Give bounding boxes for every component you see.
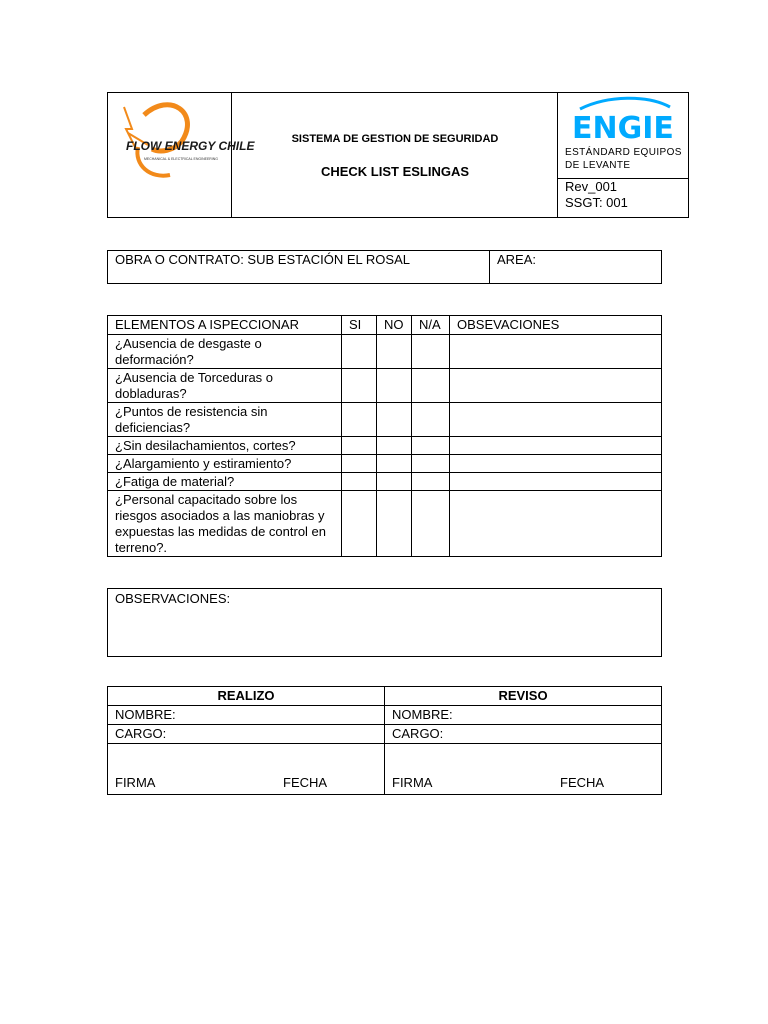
- no-checkbox[interactable]: [377, 473, 412, 491]
- system-title: SISTEMA DE GESTION DE SEGURIDAD: [291, 133, 499, 145]
- table-row: [108, 437, 662, 455]
- company-logo-cell: [108, 93, 255, 217]
- brand-cell: [558, 93, 688, 179]
- firma-label: FIRMA: [392, 775, 433, 790]
- na-checkbox[interactable]: [412, 335, 450, 369]
- realizo-heading: REALIZO: [108, 687, 385, 706]
- si-checkbox[interactable]: [342, 369, 377, 403]
- contract-table: [107, 250, 662, 284]
- column-header-na: N/A: [412, 316, 450, 335]
- column-header-si: SI: [342, 316, 377, 335]
- si-checkbox[interactable]: [342, 437, 377, 455]
- realizo-nombre-field[interactable]: [108, 706, 385, 725]
- no-checkbox[interactable]: [377, 403, 412, 437]
- ssgt-number: SSGT: 001: [565, 195, 628, 210]
- fecha-label: FECHA: [283, 775, 328, 790]
- cargo-label: CARGO:: [392, 726, 444, 741]
- realizo-firma-field[interactable]: [108, 744, 385, 795]
- table-row: [108, 403, 662, 437]
- si-checkbox[interactable]: [342, 491, 377, 557]
- reviso-heading: REVISO: [385, 687, 662, 706]
- obra-field[interactable]: [108, 251, 490, 284]
- logo-text: FLOW ENERGY CHILE: [126, 139, 255, 153]
- table-row: [108, 473, 662, 491]
- document-header: [107, 92, 689, 218]
- na-checkbox[interactable]: [412, 437, 450, 455]
- si-checkbox[interactable]: [342, 455, 377, 473]
- na-checkbox[interactable]: [412, 369, 450, 403]
- observations-table: [107, 588, 662, 657]
- item-label: ¿Sin desilachamientos, cortes?: [108, 437, 342, 455]
- table-row: [108, 369, 662, 403]
- observation-cell[interactable]: [450, 473, 662, 491]
- observations-field[interactable]: [108, 589, 662, 657]
- column-header-elementos: ELEMENTOS A ISPECCIONAR: [108, 316, 342, 335]
- brand-name: ENGIE: [572, 111, 674, 146]
- checklist-title: CHECK LIST ESLINGAS: [320, 164, 470, 179]
- observations-label: OBSERVACIONES:: [115, 591, 231, 606]
- nombre-label: NOMBRE:: [115, 707, 176, 722]
- table-header-row: [108, 316, 662, 335]
- engie-arc-icon: [558, 93, 688, 113]
- no-checkbox[interactable]: [377, 369, 412, 403]
- reviso-cargo-field[interactable]: [385, 725, 662, 744]
- item-label: ¿Puntos de resistencia sin deficiencias?: [108, 403, 342, 437]
- item-label: ¿Personal capacitado sobre los riesgos asociados a las maniobras y expuestas las medidas de control en terreno?.: [108, 491, 342, 557]
- table-row: [108, 455, 662, 473]
- si-checkbox[interactable]: [342, 335, 377, 369]
- realizo-cargo-field[interactable]: [108, 725, 385, 744]
- item-label: ¿Fatiga de material?: [108, 473, 342, 491]
- item-label: ¿Alargamiento y estiramiento?: [108, 455, 342, 473]
- no-checkbox[interactable]: [377, 437, 412, 455]
- observation-cell[interactable]: [450, 369, 662, 403]
- obra-label: OBRA O CONTRATO: SUB ESTACIÓN EL ROSAL: [115, 252, 410, 267]
- nombre-label: NOMBRE:: [392, 707, 453, 722]
- cargo-label: CARGO:: [115, 726, 167, 741]
- na-checkbox[interactable]: [412, 491, 450, 557]
- table-row: [108, 491, 662, 557]
- firma-label: FIRMA: [115, 775, 156, 790]
- revision-cell: [558, 179, 688, 217]
- si-checkbox[interactable]: [342, 403, 377, 437]
- revision-number: Rev_001: [565, 179, 618, 194]
- flow-energy-logo: [108, 93, 255, 217]
- title-cell: [232, 93, 558, 217]
- item-label: ¿Ausencia de desgaste o deformación?: [108, 335, 342, 369]
- column-header-observaciones: OBSEVACIONES: [450, 316, 662, 335]
- area-field[interactable]: [490, 251, 662, 284]
- reviso-nombre-field[interactable]: [385, 706, 662, 725]
- item-label: ¿Ausencia de Torceduras o dobladuras?: [108, 369, 342, 403]
- na-checkbox[interactable]: [412, 473, 450, 491]
- area-label: AREA:: [497, 252, 537, 267]
- na-checkbox[interactable]: [412, 455, 450, 473]
- table-row: [108, 335, 662, 369]
- no-checkbox[interactable]: [377, 491, 412, 557]
- na-checkbox[interactable]: [412, 403, 450, 437]
- fecha-label: FECHA: [560, 775, 605, 790]
- observation-cell[interactable]: [450, 335, 662, 369]
- inspection-table: [107, 315, 662, 557]
- engie-logo: [572, 111, 674, 146]
- standard-text: ESTÁNDARD EQUIPOS DE LEVANTE: [565, 147, 682, 171]
- signatures-table: [107, 686, 662, 795]
- observation-cell[interactable]: [450, 403, 662, 437]
- logo-subtext: MECHANICAL & ELECTRICAL ENGINEERING: [144, 157, 219, 161]
- no-checkbox[interactable]: [377, 335, 412, 369]
- observation-cell[interactable]: [450, 491, 662, 557]
- reviso-firma-field[interactable]: [385, 744, 662, 795]
- si-checkbox[interactable]: [342, 473, 377, 491]
- observation-cell[interactable]: [450, 455, 662, 473]
- no-checkbox[interactable]: [377, 455, 412, 473]
- column-header-no: NO: [377, 316, 412, 335]
- observation-cell[interactable]: [450, 437, 662, 455]
